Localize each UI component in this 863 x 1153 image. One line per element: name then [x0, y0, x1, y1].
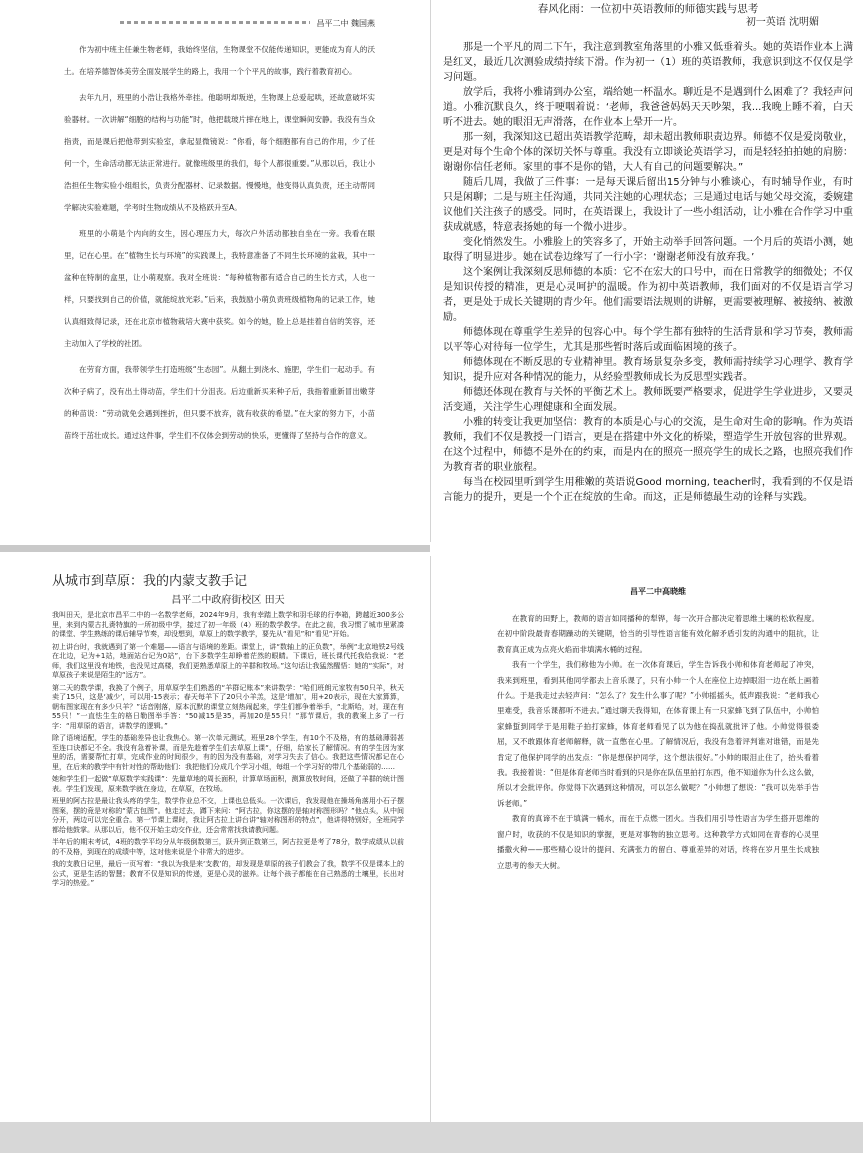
document-page-top-left	[0, 0, 430, 542]
paragraph: 在劳育方面，我带领学生打造班级“生态园”。从翻土到浇水、施肥，学生们一起动手。有次种子病了，没有出土得动苗，学生们十分沮丧。后边重新买来种子后，我指着重新冒出嫩芽的种苗说：“劳动就免会遇到挫折，但只要不放弃，就有收获的希望。”在大家的努力下，小苗苗终于茁壮成长。通过这件事，学生们不仅体会到劳动的快乐，更懂得了坚持与合作的意义。	[64, 365, 375, 440]
paragraph: 每当在校园里听到学生用稚嫩的英语说Good morning, teacher时，我看到的不仅是语言能力的提升，更是一个个正在绽放的生命。而这，正是师德最生动的诠释与实践。	[443, 477, 853, 503]
paragraph: 那是一个平凡的周二下午，我注意到教室角落里的小雅又低垂着头。她的英语作业本上满是红叉，最近几次测验成绩持续下滑。作为初一（1）班的英语教师，我意识到这不仅仅是学习问题。	[443, 42, 853, 83]
page-title: 春风化雨：一位初中英语教师的师德实践与思考	[537, 3, 759, 15]
paragraph: 随后几周，我做了三件事：一是每天课后留出15分钟与小雅谈心，有时辅导作业，有时只是闲聊；二是与班主任沟通，共同关注她的心理状态；三是通过电话与她父母交流，委婉建议他们关注孩子的感受。同时，在英语课上，我设计了一些小组活动，让小雅在合作学习中重获成就感，特意表扬她的每一个微小进步。	[443, 177, 853, 233]
page-title: 从城市到草原：我的内蒙支教手记	[52, 574, 248, 589]
paragraph: 那一刻，我深知这已超出英语教学范畴，却未超出教师职责边界。师德不仅是爱岗敬业，更是对每个生命个体的深切关怀与尊重。我没有立即谈论英语学习，而是轻轻拍拍她的肩膀：谢谢你信任老师。家里的事不是你的错，大人有自己的问题要解决。”	[443, 132, 853, 173]
paragraph: 师德体现在尊重学生差异的包容心中。每个学生都有独特的生活背景和学习节奏，教师需以平等心对待每一位学生，尤其是那些暂时落后或面临困境的孩子。	[443, 327, 853, 353]
document-page-bottom-left	[0, 556, 430, 1122]
paragraph: 放学后，我将小雅请到办公室，端给她一杯温水。聊近是不是遇到什么困难了？我轻声问道。小雅沉默良久，终于哽咽着说：‘老师，我爸爸妈妈天天吵架，我...我晚上睡不着，白天听不进去。她的眼泪无声滑落，在作业本上晕开一片。	[443, 87, 853, 128]
document-page-top-right	[431, 0, 863, 542]
paragraph: 初上讲台时，我就遇到了第一个难题——语言与语境的差距。课堂上，讲“数轴上的正负数”，举例“北京地铁2号线在北边，记为+1站，地面站台记为0站”，台下多数学生却睁着茫然的眼睛。下课后，班长课代托我给我说：“老师，我们这里没有地铁，也没见过高楼，我们更熟悉草原上的羊群和牧场。”这句话让我猛然醒悟：她的“实际”，对草原孩子来说是陌生的“远方”。	[52, 642, 404, 679]
paragraph: 我的支教日记里，最后一页写着：“我以为我是来‘支教’的，却发现是草原的孩子们教会了我，数学不仅是课本上的公式，更是生活的智慧；教育不仅是知识的传递，更是心灵的滋养。让每个孩子都能在自己熟悉的土壤里，长出对学习的热爱。”	[52, 860, 404, 887]
paragraph: 她和学生们一起做“草原数学实践课”：先量草地的周长面积，计算草场面积，测算放牧时间，还做了羊群的统计图表。学生们发现，原来数学就在身边，在草原，在牧场。	[52, 775, 404, 793]
paragraph: 在教育的田野上，教师的语言如同播种的犁铧，每一次开合都决定着思维土壤的松软程度。在初中阶段最青春期躁动的关键期，恰当的引导性语言能有效化解矛盾引发的沟通中的阻抗，让教育真正成为点亮火焰而非填满水桶的过程。	[497, 614, 819, 654]
paragraph: 作为初中班主任兼生物老师，我始终坚信，生物课堂不仅能传递知识，更能成为育人的沃土。在培养德智体美劳全面发展学生的路上，我用一个个平凡的故事，践行着教育初心。	[64, 45, 375, 76]
paragraph: 第二天的数学课，我换了个例子，用草原学生们熟悉的“羊群记账本”来讲数学：“哈们班朗元家牧有50只羊，秋天卖了15只，这是‘减少’，可以用-15表示；春天每羊下了20只小羊羔，这是‘增加’，用+20表示，现在大家算算，朝布图家现在有多少只羊？”话音刚落，原本沉默的课堂立刻热闹起来，学生们都争着举手，“北斯哈，对，现在有55只！”一直怯生生的格日勒图举手答：“50减15是35，再加20是55只！”那节课后，我的教案上多了一行字：“用草原的语言，讲数学的逻辑。”	[52, 683, 404, 730]
page-gap-shadow	[0, 545, 430, 552]
cut-off-title-line	[120, 21, 310, 24]
paragraph: 半年后的期末考试，4班的数学平均分从年级倒数第三，跃升到正数第三，阿古拉更是考了78分，数学成绩从以前的不及格，到现在的成绩中等，这对他来说是个非常大的进步。	[52, 838, 404, 856]
paragraph: 变化悄然发生。小雅脸上的笑容多了，开始主动举手回答问题。一个月后的英语小测，她取得了明显进步。她在试卷边缘写了一行小字：‘谢谢老师没有放弃我。’	[443, 237, 853, 263]
document-page-bottom-right	[431, 556, 863, 1122]
paragraph: 这个案例让我深刻反思师德的本质：它不在宏大的口号中，而在日常教学的细微处；不仅是知识传授的精准，更是心灵呵护的温暖。作为初中英语教师，我们面对的不仅是语言学习者，更是处于成长关键期的青少年。他们需要语法规则的讲解，更需要被理解、被接纳、被激励。	[443, 267, 853, 323]
paragraph: 我叫田天，是北京市昌平二中的一名数学老师，2024年9月，我有幸踏上数学和羽毛球的行李箱，跨越近300多公里，来到内蒙古扎赉特旗的一所初级中学，接过了初一年级（4）班的数学教学。在此之前，我习惯了城市里紧凑的课堂、学生熟练的课后辅导节奏，却没想到，草原上的数学教学，要先从“看见”和“看见”开始。	[52, 611, 404, 638]
paragraph: 师德还体现在教育与关怀的平衡艺术上。教师既要严格要求，促进学生学业进步，又要灵活变通，关注学生心理健康和全面发展。	[443, 387, 853, 413]
paragraph: 我有一个学生，我们称他为小帅。在一次体育课后，学生告诉我小帅和体育老师起了冲突，我来到班里，看到其他同学都去上音乐课了，只有小帅一个人在座位上边掉眼泪一边在纸上画着什么。于是我走过去轻声问：“怎么了？发生什么事了呢？”小帅摇摇头，低声跟我说：“老师我心里难受，我音乐课都听不进去。”通过聊天我得知，在体育课上有一只家蜂飞到了队伍中，小帅怕家蜂蜇到同学于是用鞋子拍打家蜂，体育老师看见了以为他在捣乱就批评了他。小帅觉得很委屈，又不敢跟体育老师解释，就一直憋在心里。了解情况后，我没有急着评判谁对谁错，而是先肯定了他保护同学的出发点：“你是想保护同学，这个想法很好。”小帅的眼泪止住了，抬头看着我。我接着说：“但是体育老师当时看到的只是你在队伍里拍打东西，他不知道你为什么这么做，所以才会批评你。你觉得下次遇到这种情况，可以怎么做呢？”小帅想了想说：“我可以先举手告诉老师。”	[497, 660, 819, 808]
paragraph: 除了语境适配，学生的基础差异也让我焦心。第一次单元测试，班里28个学生，有10个不及格，有的基础薄弱甚至连口诀都记不全。我没有急着补课，而是先趁着学生们去草原上课“，仔细，给家长了解情况。有的学生因为家里的活，需要帮忙打草，完成作业的时间很少，有的因为没有基础，对学习失去了信心。我把这些情况都记在心里，在后来的教学中有针对性的帮助他们：我把他们分成几个学习小组，每组一个学习好的带几个基础弱的……	[52, 734, 404, 771]
page-author: 昌平二中政府街校区 田天	[171, 595, 285, 606]
page-author-title: 昌平二中高晓维	[630, 587, 686, 596]
paragraph: 去年九月，班里的小浩让我格外牵挂。他聪明却叛逆，生物课上总爱起哄，还故意破坏实验器材。一次讲解“细胞的结构与功能”时，他把载玻片摔在地上，课堂瞬间安静。我没有当众指责，而是课后把他带到实验室，拿起显微镜说：“你看，每个细胞都有自己的作用，少了任何一个，生命活动都无法正常进行。就像班级里的我们，每个人都很重要。”从那以后，我让小浩担任生物实验小组组长，负责分配器材、记录数据。慢慢地，他变得认真负责，还主动帮同学解决实验难题，学考时生物成绩从不及格跃升至A。	[64, 93, 375, 212]
paragraph: 教育的真谛不在于填满一桶水，而在于点燃一团火。当我们用引导性语言为学生搭开思维的窗户时，收获的不仅是知识的掌握，更是对事物的独立思考。这种教学方式如同在青春的心灵里播撒火种——那些精心设计的提问、充满张力的留白、尊重差异的对话，终将在岁月里生长成独立思考的参天大树。	[497, 814, 819, 870]
bottom-gray-band	[0, 1122, 863, 1153]
page-divider-vertical	[430, 0, 431, 1122]
page-author: 昌平二中 魏国燕	[316, 19, 375, 28]
paragraph: 班里的小萌是个内向的女生，因心理压力大，每次户外活动都独自坐在一旁。我看在眼里，记在心里。在“植物生长与环境”的实践课上，我特意准备了不同生长环境的盆栽，其中一盆种在特制的盒里，让小萌观察。我对全班说：“每种植物都有适合自己的生长方式，人也一样，只要找到自己的价值，就能绽放光彩。”后来，我鼓励小萌负责班级植物角的记录工作，她认真细致得记录，还在北京市植物栽培大赛中获奖。如今的她，脸上总是挂着自信的笑容，还主动加入了学校的社团。	[64, 229, 375, 348]
paragraph: 师德体现在不断反思的专业精神里。教育场景复杂多变，教师需持续学习心理学、教育学知识，提升应对各种情况的能力，从经验型教师成长为反思型实践者。	[443, 357, 853, 383]
page-author: 初一英语 沈明媚	[745, 17, 819, 28]
paragraph: 小雅的转变让我更加坚信：教育的本质是心与心的交流，是生命对生命的影响。作为英语教师，我们不仅是教授一门语言，更是在搭建中外文化的桥梁，塑造学生开放包容的世界观。在这个过程中，师德不是外在的约束，而是内在的照亮一照亮学生的成长之路，也照亮我们作为教育者的职业旅程。	[443, 417, 853, 473]
paragraph: 班里的阿古拉是最让我头疼的学生，数学作业总不交，上课也总低头。一次课后，我发现他在操场角落用小石子摆图案，摆的竟是对称的“蒙古包图”。他走过去，蹲下来问：“阿古拉，你这摆的是轴对称图形吗？”他点头，从中间分开，两边可以完全重合。第一节课上课时，我让阿古拉上讲台讲“轴对称图形的特点”，他讲得特别好，全班同学都给他鼓掌。从那以后，他不仅开始主动交作业，还会常常找我请教问题。	[52, 797, 404, 834]
